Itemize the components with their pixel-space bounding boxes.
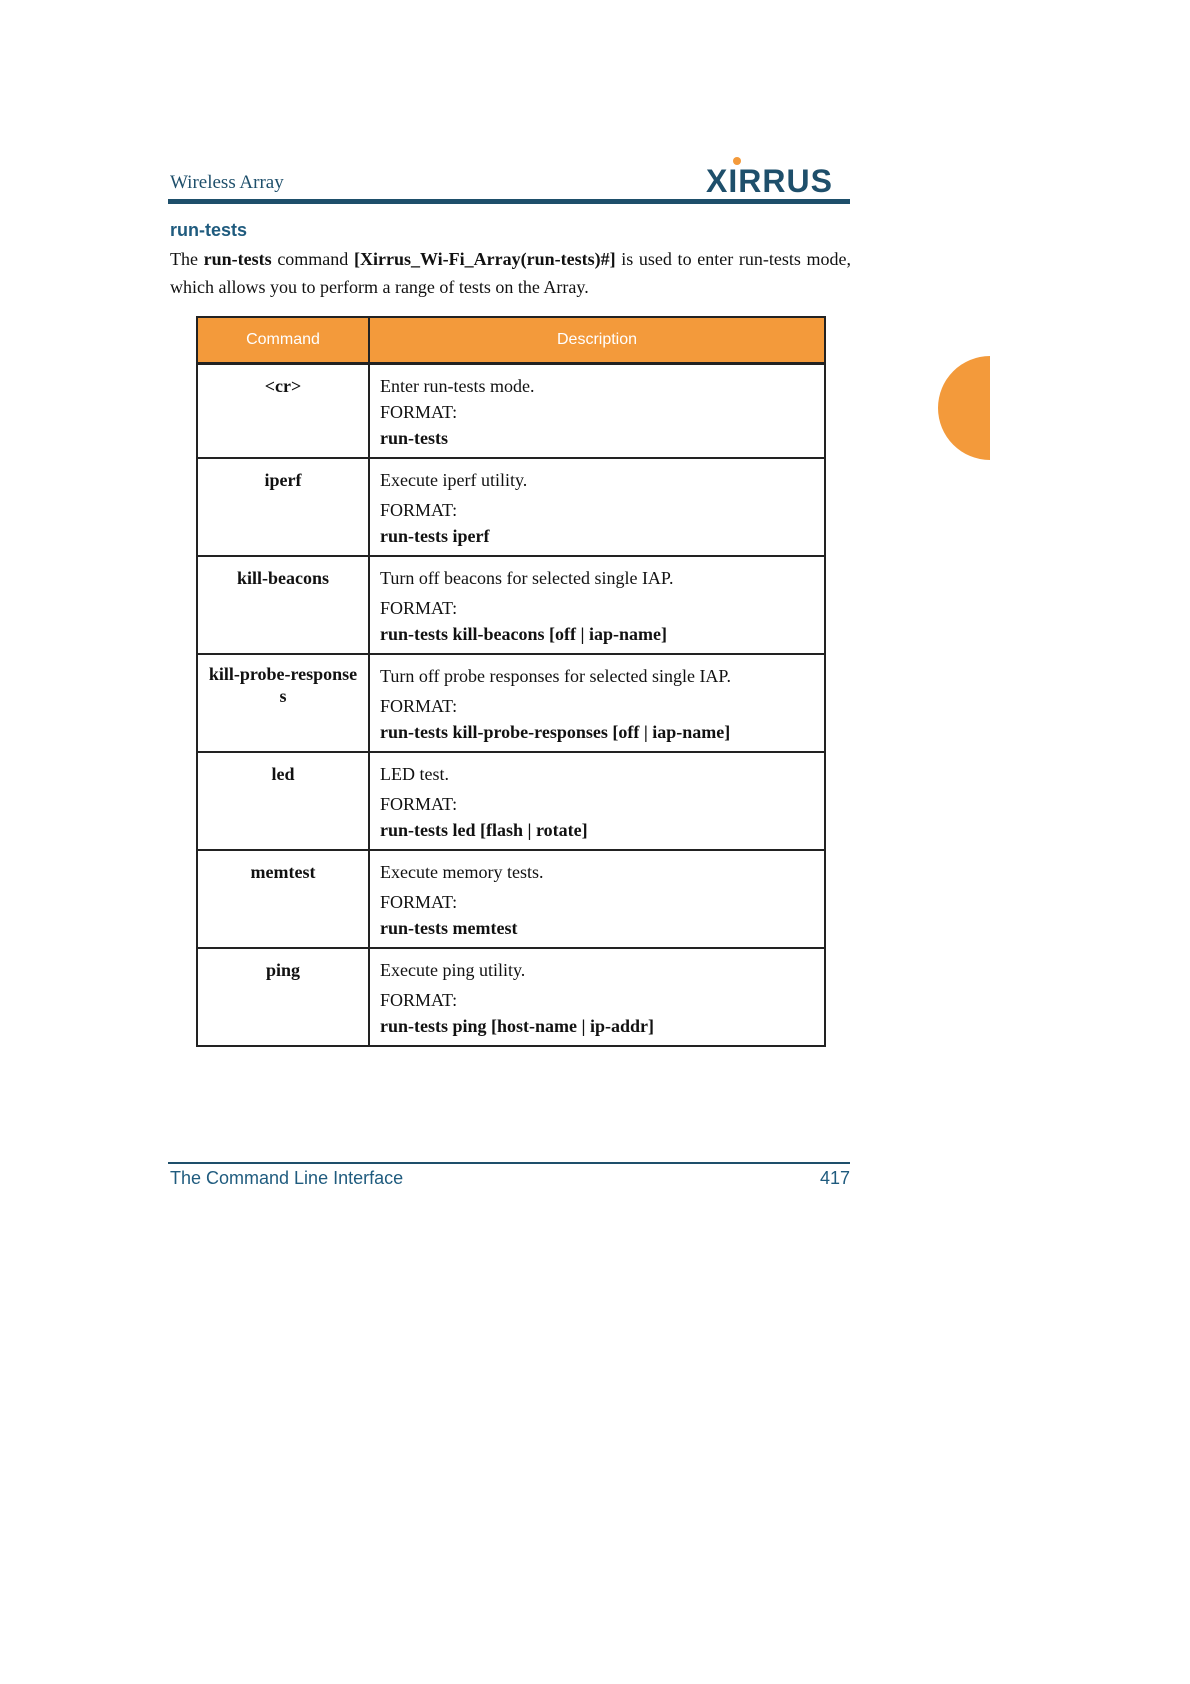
footer-rule — [168, 1162, 850, 1164]
table-header-row — [197, 317, 825, 364]
chapter-tab-marker — [938, 356, 990, 460]
intro-command: run-tests — [203, 249, 272, 269]
command-cell: led — [197, 752, 369, 850]
page-number: 417 — [819, 1168, 850, 1188]
table-row — [197, 948, 825, 1046]
command-cell: ping — [197, 948, 369, 1046]
command-table — [196, 316, 826, 1047]
table-row — [197, 458, 825, 556]
command-cell: memtest — [197, 850, 369, 948]
description-cell: Execute memory tests. FORMAT: run-tests memtest — [369, 850, 825, 948]
command-cell: kill-beacons — [197, 556, 369, 654]
description-cell: LED test. FORMAT: run-tests led [flash | rotate] — [369, 752, 825, 850]
description-cell: Turn off probe responses for selected single IAP. FORMAT: run-tests kill-probe-responses [off | iap-name] — [369, 654, 825, 752]
table-row — [197, 850, 825, 948]
xirrus-logo — [706, 156, 848, 196]
column-header-command: Command — [197, 317, 369, 364]
table-row — [197, 654, 825, 752]
table-row — [197, 556, 825, 654]
description-cell: Execute iperf utility. FORMAT: run-tests iperf — [369, 458, 825, 556]
command-cell: kill-probe-responses — [197, 654, 369, 752]
table-row — [197, 364, 825, 459]
intro-prompt: [Xirrus_Wi-Fi_Array(run-tests)#] — [353, 249, 616, 269]
description-cell: Enter run-tests mode. FORMAT: run-tests — [369, 364, 825, 459]
description-cell: Execute ping utility. FORMAT: run-tests ping [host-name | ip-addr] — [369, 948, 825, 1046]
description-cell: Turn off beacons for selected single IAP. FORMAT: run-tests kill-beacons [off | iap-name] — [369, 556, 825, 654]
table-row — [197, 752, 825, 850]
command-cell: iperf — [197, 458, 369, 556]
command-cell: <cr> — [197, 364, 369, 459]
header-rule — [168, 199, 850, 204]
svg-text:XIRRUS: XIRRUS — [706, 163, 833, 196]
section-title: run-tests — [170, 220, 248, 240]
column-header-description: Description — [369, 317, 825, 364]
footer-chapter-title: The Command Line Interface — [170, 1168, 404, 1188]
running-header-title: Wireless Array — [170, 172, 284, 193]
section-intro: The run-tests command [Xirrus_Wi-Fi_Array(run-tests)#] is used to enter run-tests mode, which allows you to perform a range of tests on the Array. — [170, 249, 852, 297]
